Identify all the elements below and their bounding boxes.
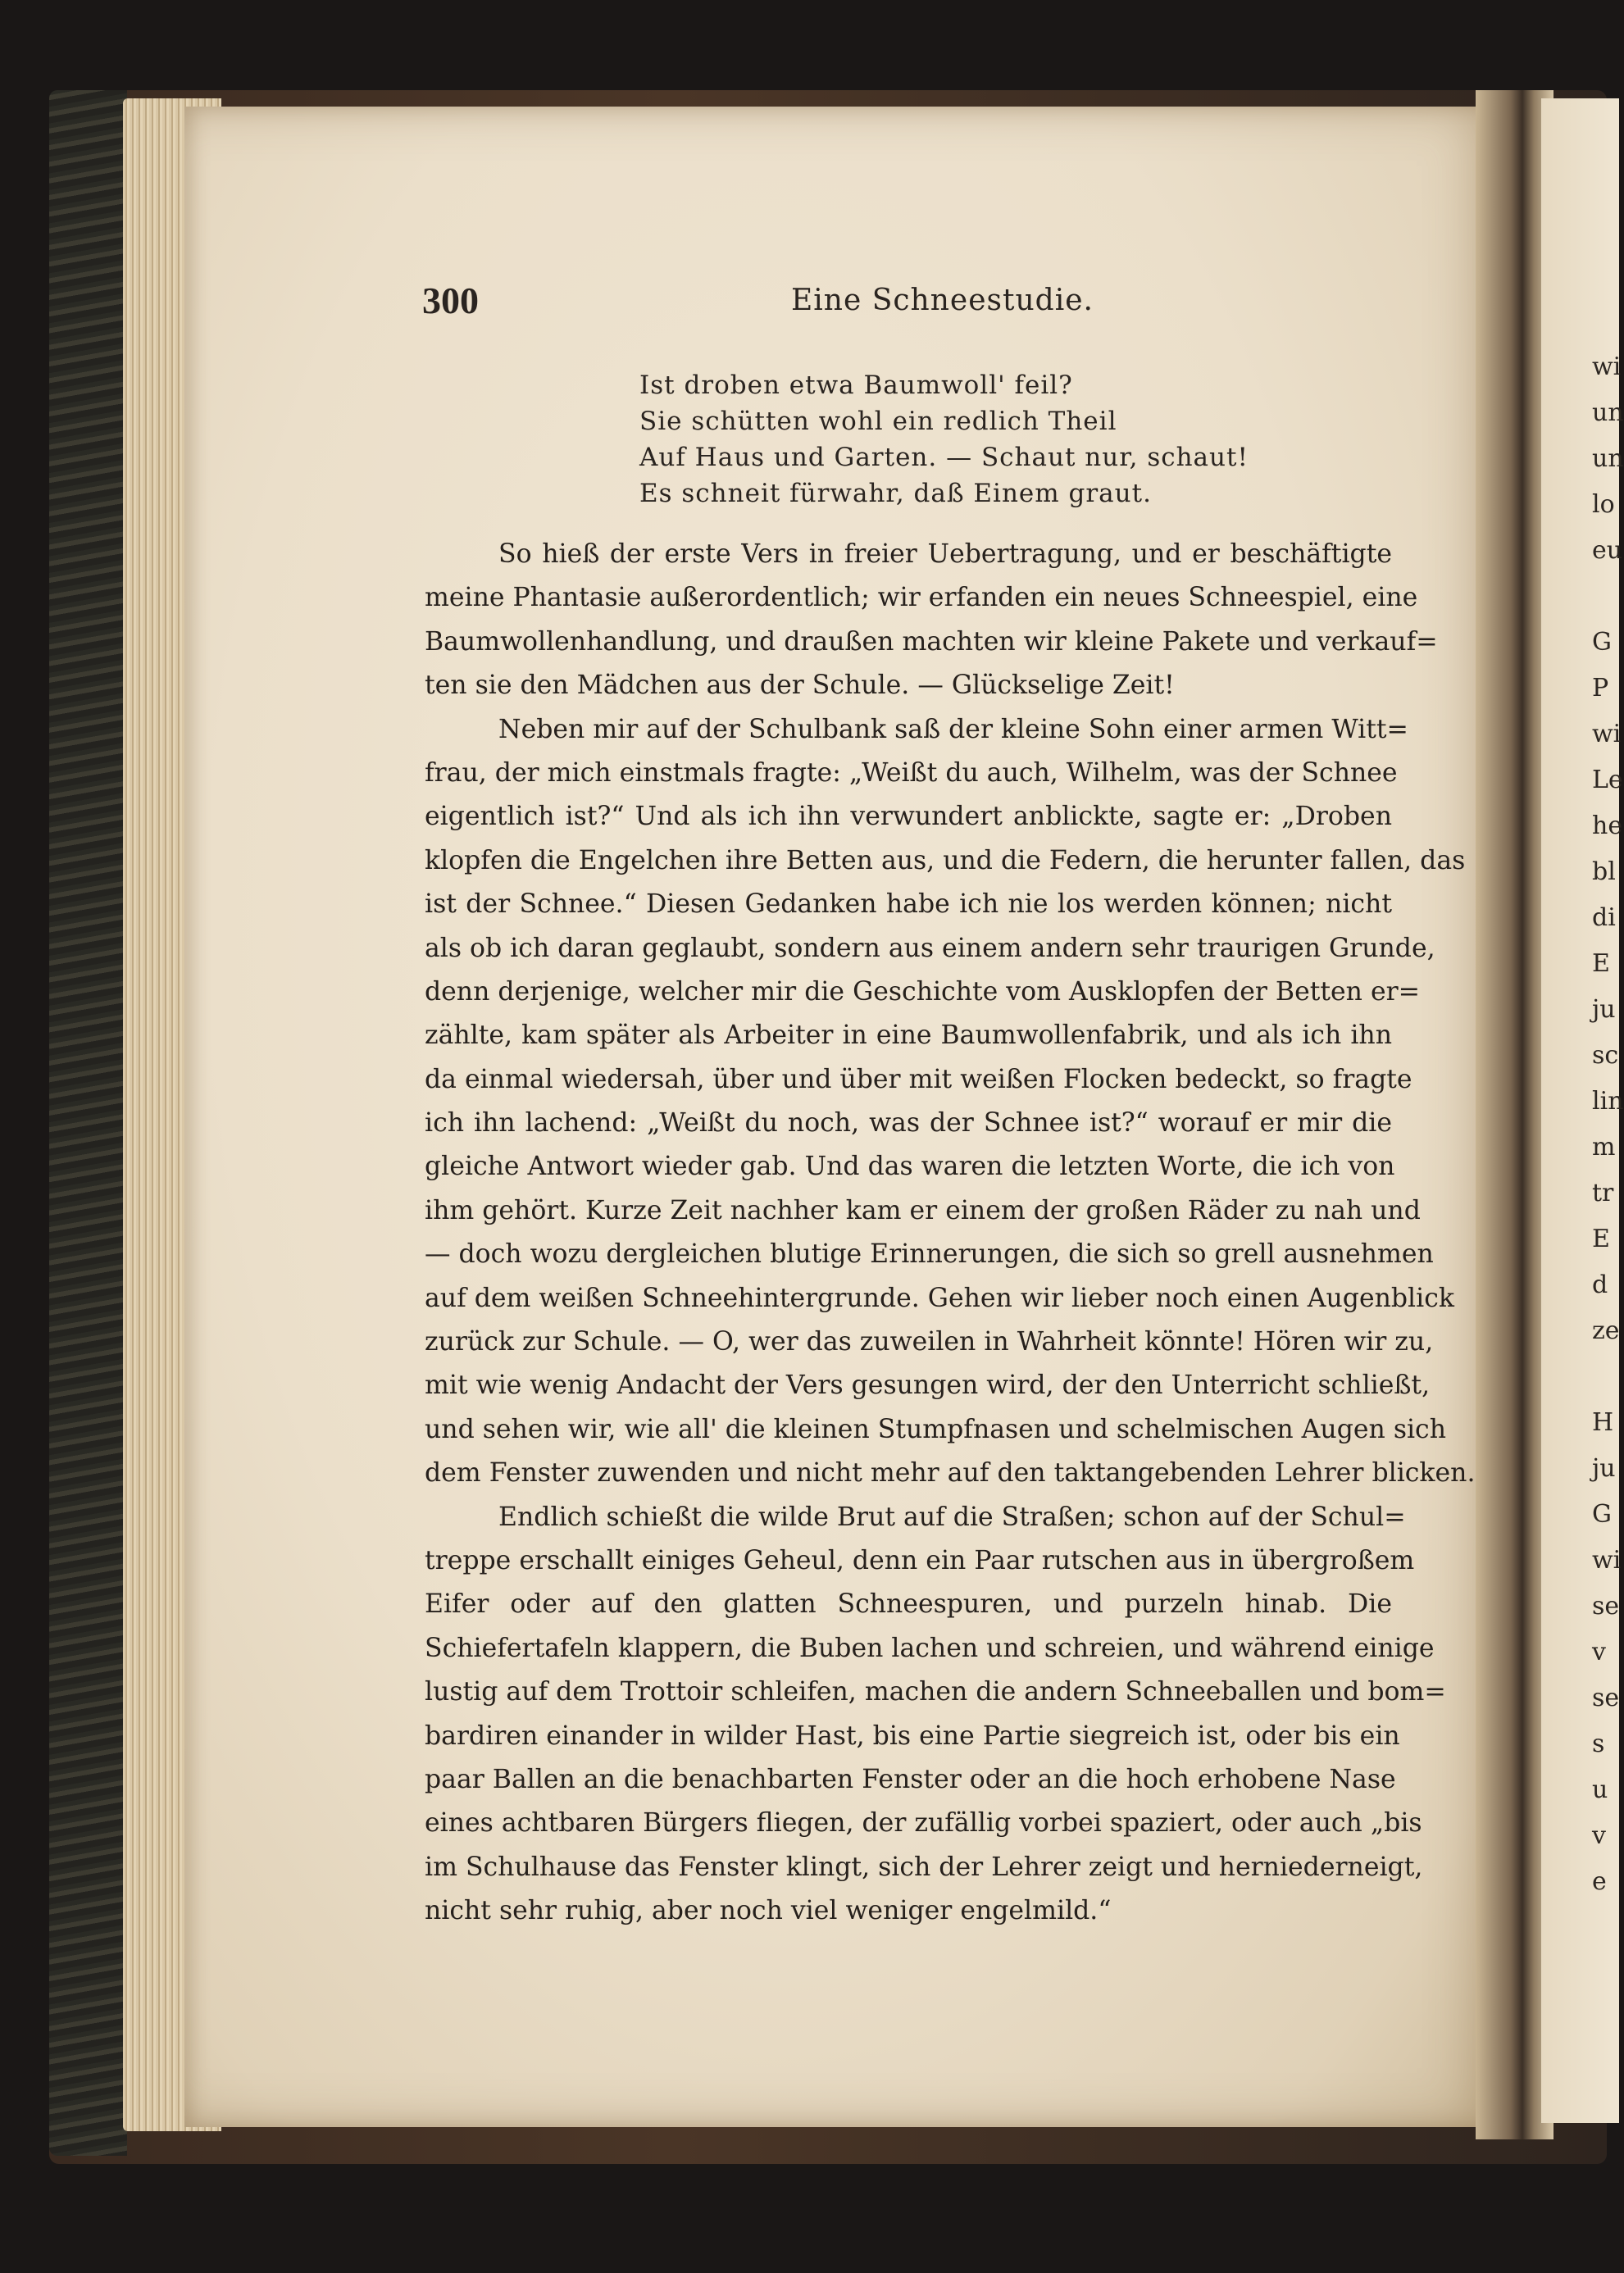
text-line: ihm gehört. Kurze Zeit nachher kam er einem der großen Räder zu nah und xyxy=(425,1195,1421,1225)
facing-page-fragment: bl xyxy=(1592,857,1616,886)
facing-page-fragment: m xyxy=(1592,1133,1616,1162)
text-line: gleiche Antwort wieder gab. Und das waren die letzten Worte, die ich von xyxy=(425,1152,1395,1182)
facing-page-fragment: G xyxy=(1592,628,1612,657)
facing-page-fragment: wi xyxy=(1592,352,1622,381)
facing-page-fragment: P xyxy=(1592,674,1609,702)
text-line: und sehen wir, wie all' die kleinen Stumpfnasen und schelmischen Augen sich xyxy=(425,1414,1446,1444)
text-line: ich ihn lachend: „Weißt du noch, was der Schnee ist?“ worauf er mir die xyxy=(425,1108,1392,1139)
facing-page-fragment: E xyxy=(1592,1225,1610,1253)
paragraph xyxy=(425,1496,1446,1934)
text-line: auf dem weißen Schneehintergrunde. Gehen wir lieber noch einen Augenblick xyxy=(425,1283,1454,1313)
text-line: im Schulhause das Fenster klingt, sich der Lehrer zeigt und herniederneigt, xyxy=(425,1852,1423,1882)
facing-page-fragment: un xyxy=(1592,444,1624,473)
text-line: dem Fenster zuwenden und nicht mehr auf den taktangebenden Lehrer blicken. xyxy=(425,1458,1476,1489)
facing-page-fragment: se xyxy=(1592,1684,1620,1712)
text-line: Eifer oder auf den glatten Schneespuren, und purzeln hinab. Die xyxy=(425,1589,1392,1620)
text-line: treppe erschallt einiges Geheul, denn ein Paar rutschen aus in übergroßem xyxy=(425,1545,1415,1575)
facing-page-fragment: lin xyxy=(1592,1087,1624,1116)
text-line: frau, der mich einstmals fragte: „Weißt du auch, Wilhelm, was der Schnee xyxy=(425,757,1398,788)
paragraph xyxy=(425,533,1438,708)
facing-page-fragment: wi xyxy=(1592,720,1622,748)
page-header xyxy=(422,279,1390,328)
facing-page-fragment: d xyxy=(1592,1271,1608,1299)
running-title: Eine Schneestudie. xyxy=(791,284,1094,317)
facing-page-fragment: he xyxy=(1592,811,1623,840)
text-line: ten sie den Mädchen aus der Schule. — Glückselige Zeit! xyxy=(425,671,1175,701)
facing-page-fragment: E xyxy=(1592,949,1610,978)
facing-page-fragment: Le xyxy=(1592,766,1623,794)
text-line: — doch wozu dergleichen blutige Erinnerungen, die sich so grell ausnehmen xyxy=(425,1239,1434,1270)
text-line: zählte, kam später als Arbeiter in eine Baumwollenfabrik, und als ich ihn xyxy=(425,1021,1392,1051)
facing-page-fragment: di xyxy=(1592,903,1616,932)
page-number: 300 xyxy=(422,280,479,321)
facing-page-fragment: ju xyxy=(1592,1454,1616,1483)
verse-line: Auf Haus und Garten. — Schaut nur, schaut! xyxy=(639,443,1249,472)
text-line: meine Phantasie außerordentlich; wir erfanden ein neues Schneespiel, eine xyxy=(425,583,1418,613)
cover-edge xyxy=(49,90,127,2156)
facing-page-fragment: u xyxy=(1592,1775,1608,1804)
text-line: eines achtbaren Bürgers fliegen, der zufällig vorbei spaziert, oder auch „bis xyxy=(425,1808,1422,1839)
text-line: eigentlich ist?“ Und als ich ihn verwundert anblickte, sagte er: „Droben xyxy=(425,802,1392,832)
text-line: Endlich schießt die wilde Brut auf die Straßen; schon auf der Schul= xyxy=(498,1502,1406,1532)
facing-page-fragment: G xyxy=(1592,1500,1612,1529)
text-line: bardiren einander in wilder Hast, bis eine Partie siegreich ist, oder bis ein xyxy=(425,1721,1400,1751)
text-line: paar Ballen an die benachbarten Fenster oder an die hoch erhobene Nase xyxy=(425,1764,1396,1794)
text-line: Schiefertafeln klappern, die Buben lachen und schreien, und während einige xyxy=(425,1633,1435,1663)
text-line: lustig auf dem Trottoir schleifen, machen die andern Schneeballen und bom= xyxy=(425,1677,1446,1707)
facing-page-fragment: un xyxy=(1592,398,1624,427)
facing-page-text xyxy=(1592,344,1624,1905)
verse-line: Ist droben etwa Baumwoll' feil? xyxy=(639,370,1073,400)
facing-page-fragment: tr xyxy=(1592,1179,1614,1207)
facing-page-fragment xyxy=(1592,574,1619,620)
facing-page-fragment: wi xyxy=(1592,1546,1622,1575)
facing-page-fragment: sc xyxy=(1592,1041,1619,1070)
facing-page-fragment xyxy=(1592,1354,1619,1400)
text-line: als ob ich daran geglaubt, sondern aus einem andern sehr traurigen Grunde, xyxy=(425,933,1435,963)
facing-page-fragment: ze xyxy=(1592,1316,1620,1345)
facing-page-fragment: v xyxy=(1592,1821,1606,1850)
body-text xyxy=(425,533,1476,1934)
facing-page-fragment: se xyxy=(1592,1592,1620,1621)
text-line: zurück zur Schule. — O, wer das zuweilen in Wahrheit könnte! Hören wir zu, xyxy=(425,1327,1434,1357)
text-line: Neben mir auf der Schulbank saß der kleine Sohn einer armen Witt= xyxy=(498,714,1408,744)
text-line: ist der Schnee.“ Diesen Gedanken habe ich nie los werden können; nicht xyxy=(425,889,1392,920)
facing-page-fragment: H xyxy=(1592,1408,1614,1437)
facing-page-fragment: s xyxy=(1592,1730,1605,1758)
text-line: klopfen die Engelchen ihre Betten aus, und die Federn, die herunter fallen, das xyxy=(425,845,1466,875)
facing-page-fragment: e xyxy=(1592,1867,1607,1896)
text-line: Baumwollenhandlung, und draußen machten wir kleine Pakete und verkauf= xyxy=(425,626,1438,657)
text-line: So hieß der erste Vers in freier Uebertragung, und er beschäftigte xyxy=(498,539,1392,569)
verse-line: Sie schütten wohl ein redlich Theil xyxy=(639,407,1117,436)
text-line: da einmal wiedersah, über und über mit weißen Flocken bedeckt, so fragte xyxy=(425,1064,1412,1094)
text-line: denn derjenige, welcher mir die Geschichte vom Ausklopfen der Betten er= xyxy=(425,976,1421,1007)
facing-page-fragment: ju xyxy=(1592,995,1616,1024)
verse-line: Es schneit fürwahr, daß Einem graut. xyxy=(639,479,1152,508)
facing-page-fragment: v xyxy=(1592,1638,1606,1666)
text-line: nicht sehr ruhig, aber noch viel weniger engelmild.“ xyxy=(425,1896,1112,1926)
facing-page-fragment: eu xyxy=(1592,536,1623,565)
facing-page-fragment: lo xyxy=(1592,490,1615,519)
verse-block xyxy=(639,367,1262,511)
paragraph xyxy=(425,708,1476,1496)
text-line: mit wie wenig Andacht der Vers gesungen wird, der den Unterricht schließt, xyxy=(425,1371,1431,1401)
